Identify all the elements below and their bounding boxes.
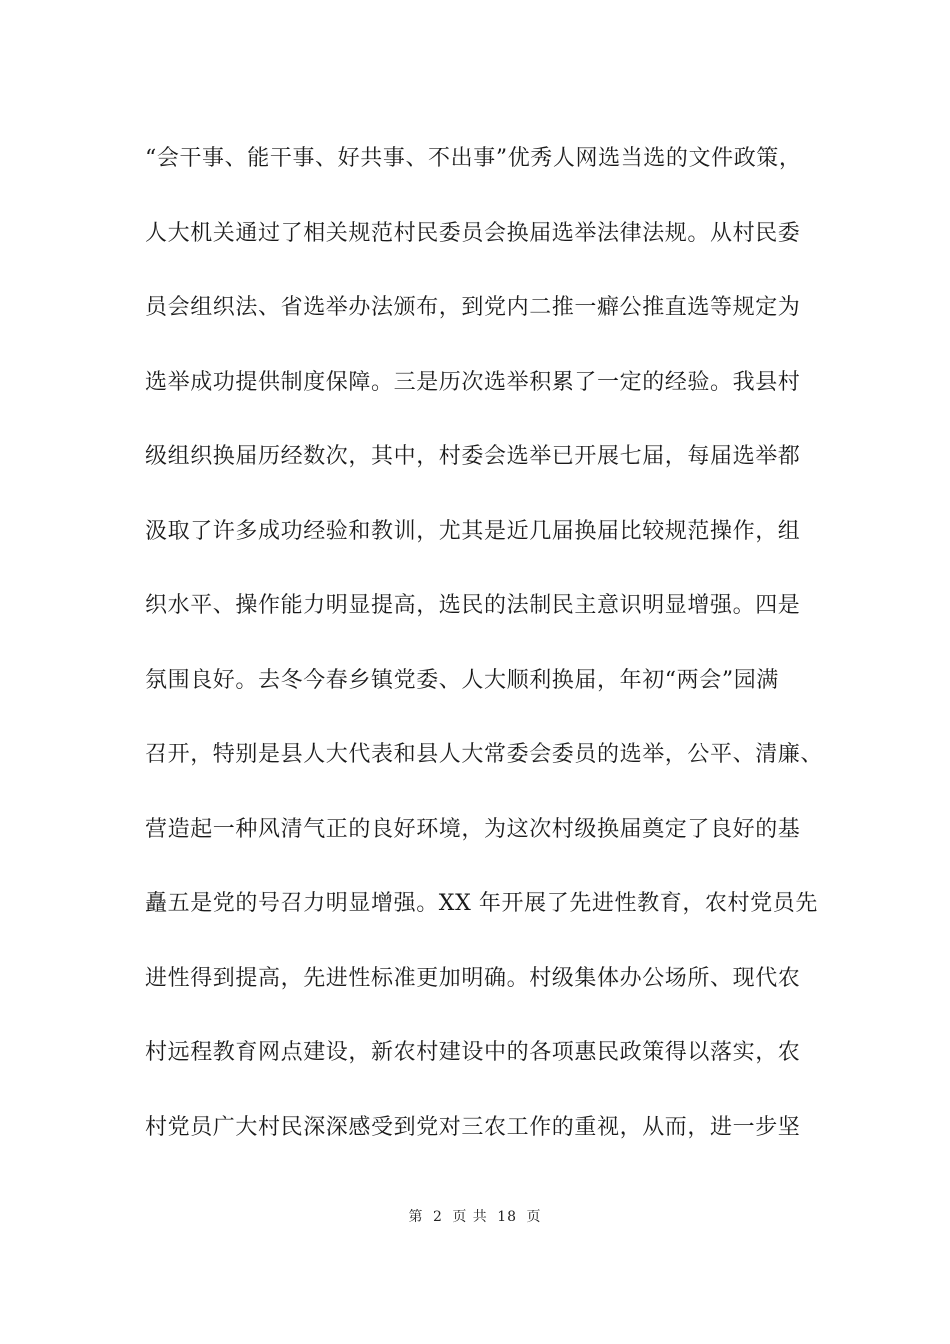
text-line: 织水平、操作能力明显提高，选民的法制民主意识明显增强。四是: [145, 593, 801, 618]
footer-suffix: 页: [526, 1209, 542, 1225]
body-text: [145, 136, 835, 1179]
text-line: 召开，特别是县人大代表和县人大常委会委员的选举，公平、清廉、: [145, 742, 824, 767]
text-line: 人大机关通过了相关规范村民委员会换届选举法律法规。从村民委: [145, 220, 801, 246]
text-line: “会干事、能干事、好共事、不出事”优秀人网选当选的文件政策，: [145, 146, 802, 171]
footer-total-pages: 18: [497, 1209, 518, 1225]
text-line: 矗五是党的号召力明显增强。XX 年开展了先进性教育，农村党员先: [145, 891, 818, 916]
footer-prefix: 第: [408, 1209, 424, 1225]
footer-current-page: 2: [432, 1209, 443, 1225]
footer-middle: 页 共: [452, 1209, 488, 1225]
text-line: 级组织换届历经数次，其中，村委会选举已开展七届，每届选举都: [145, 444, 801, 469]
text-line: 营造起一种风清气正的良好环境，为这次村级换届奠定了良好的基: [145, 816, 801, 842]
page-footer: [0, 1206, 950, 1226]
text-line: 进性得到提高，先进性标准更加明确。村级集体办公场所、现代农: [145, 965, 801, 991]
text-line: 汲取了许多成功经验和教训，尤其是近几届换届比较规范操作，组: [145, 518, 801, 544]
text-line: 氛围良好。去冬今春乡镇党委、人大顺利换届，年初“两会”园满: [145, 667, 779, 693]
text-line: 员会组织法、省选举办法颁布，到党内二推一癖公推直选等规定为: [145, 295, 801, 320]
text-line: 村远程教育网点建设，新农村建设中的各项惠民政策得以落实，农: [145, 1040, 801, 1065]
text-line: 选举成功提供制度保障。三是历次选举积累了一定的经验。我县村: [145, 369, 801, 395]
text-line: 村党员广大村民深深感受到党对三农工作的重视，从而，进一步坚: [145, 1114, 801, 1140]
